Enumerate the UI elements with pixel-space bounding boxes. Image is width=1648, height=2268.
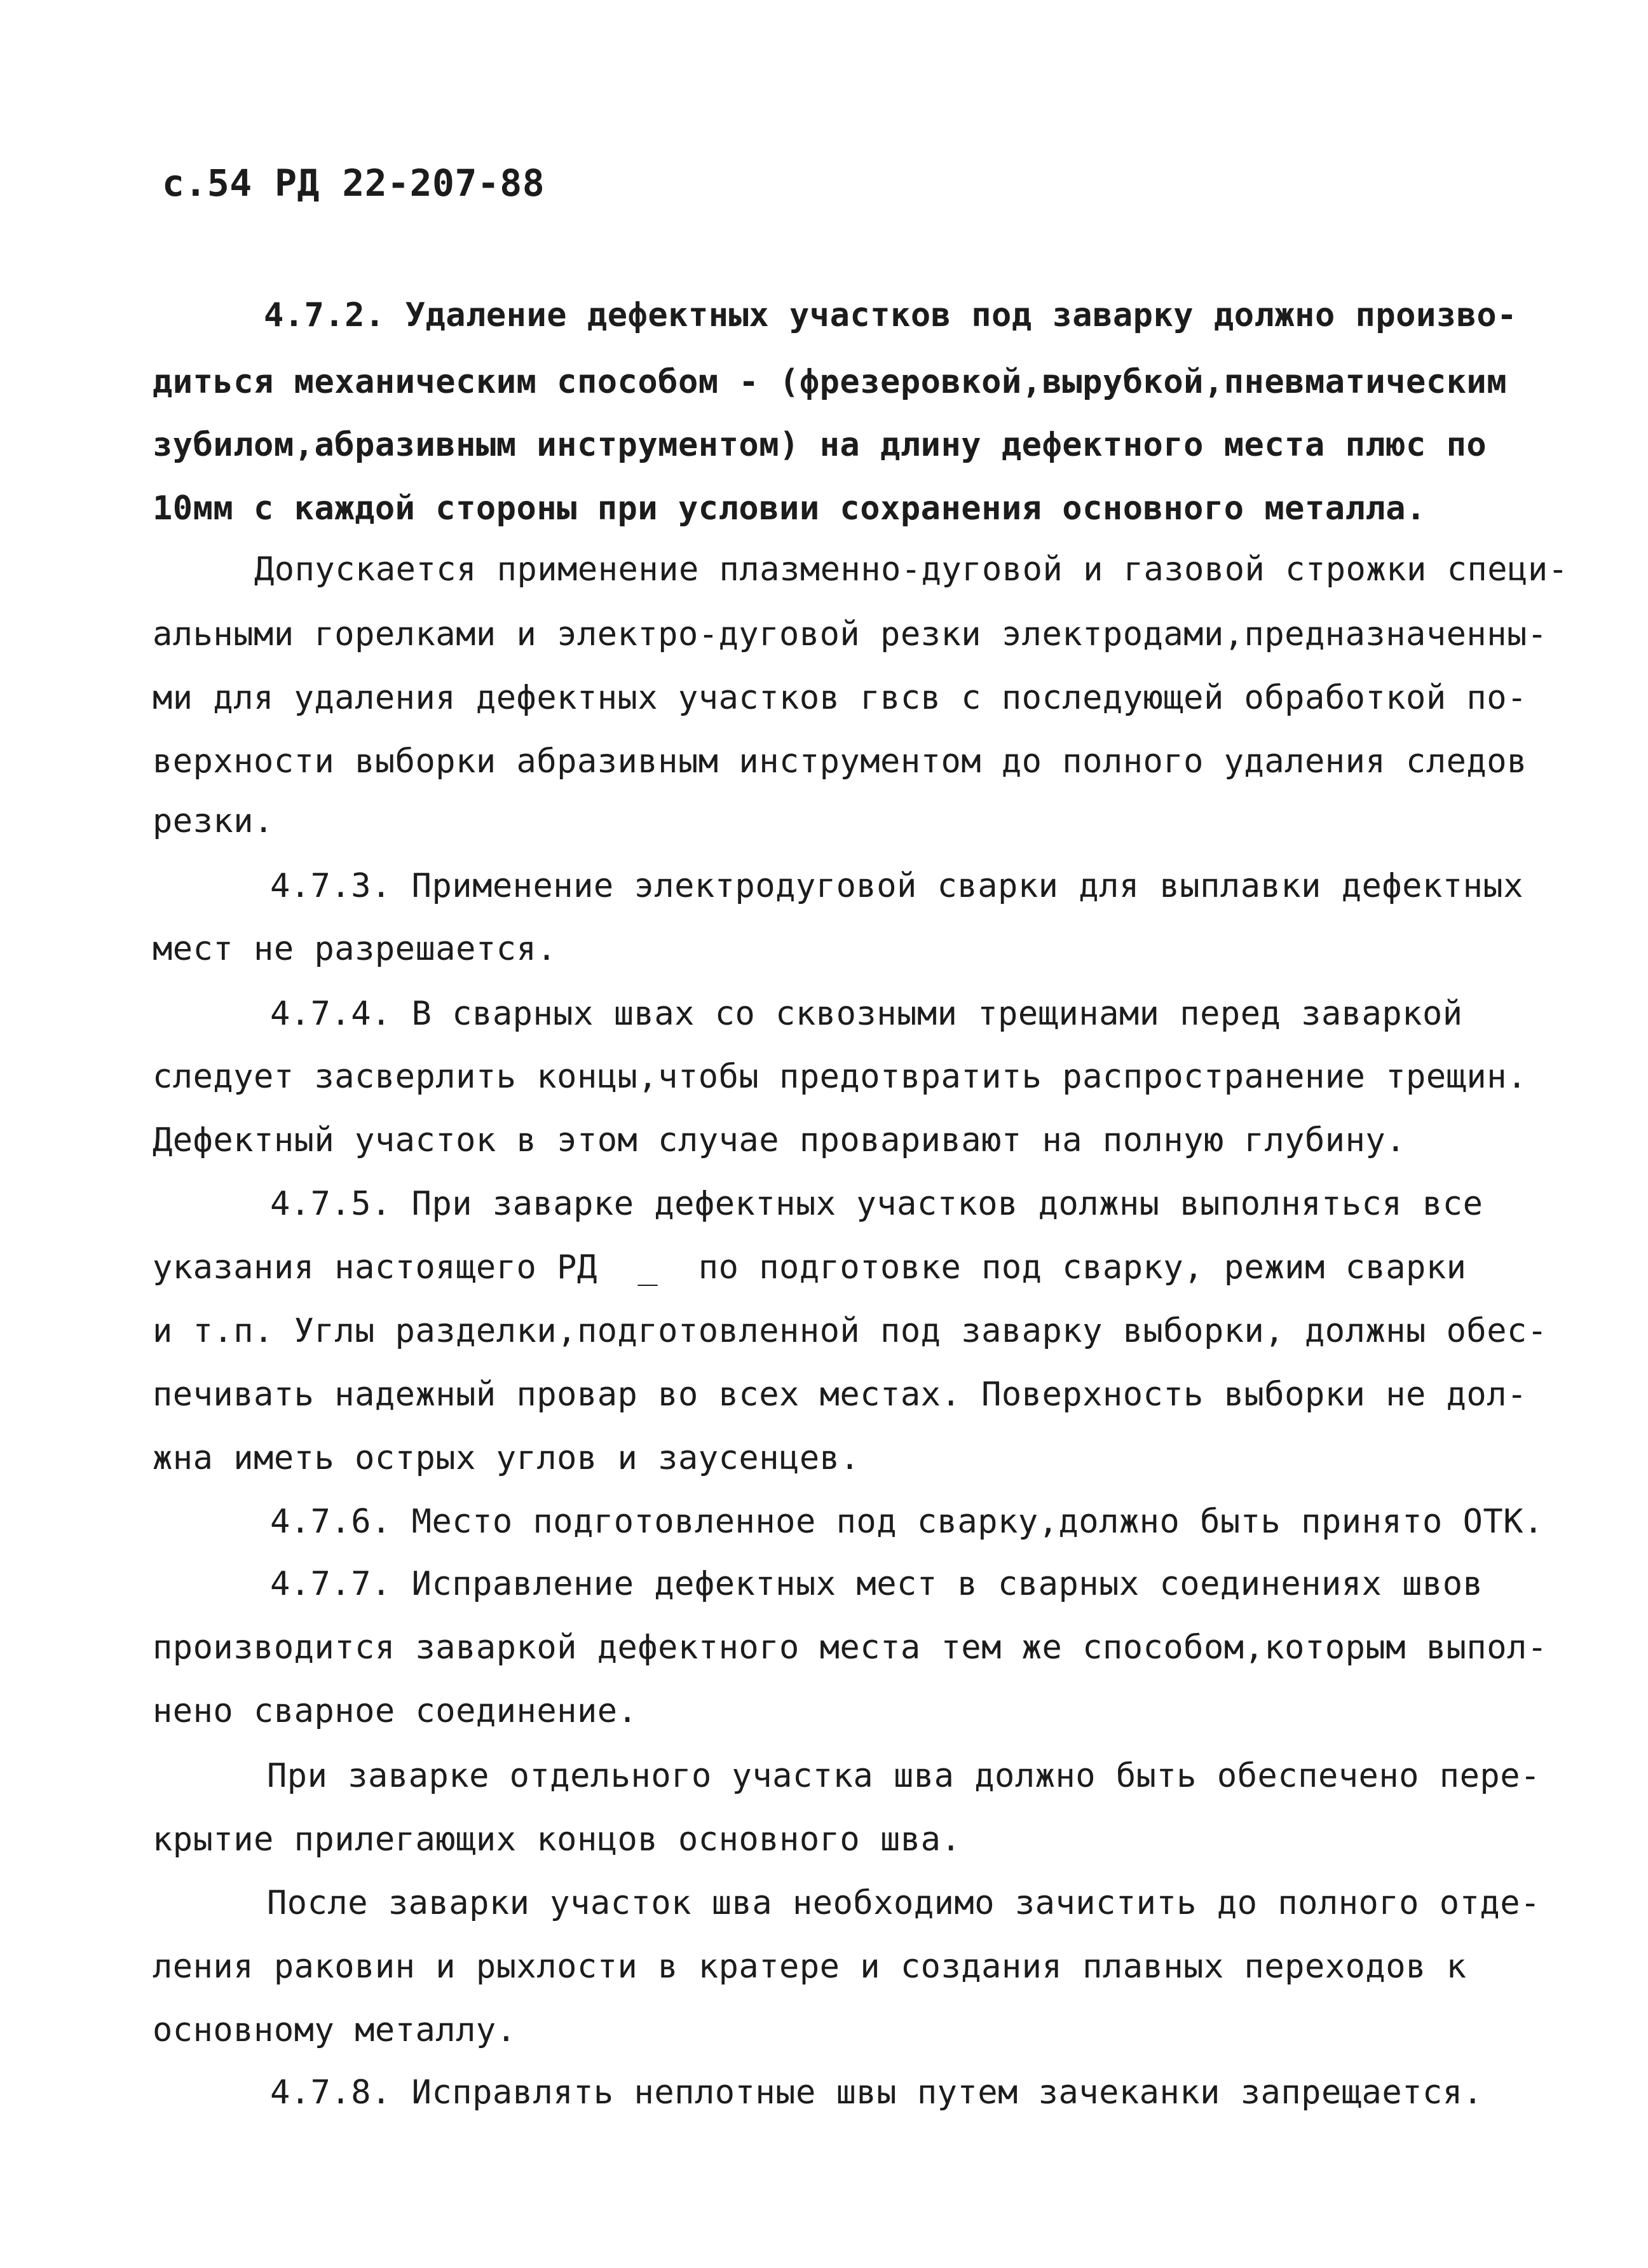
text-line: верхности выборки абразивным инструментом до полного удаления следов bbox=[153, 742, 1527, 781]
text-line: альными горелками и электро-дуговой резки электродами,предназначенны- bbox=[153, 615, 1548, 653]
text-line: производится заваркой дефектного места тем же способом,которым выпол- bbox=[153, 1629, 1548, 1667]
text-line: диться механическим способом - (фрезеровкой,вырубкой,пневматическим bbox=[153, 363, 1508, 401]
text-line: жна иметь острых углов и заусенцев. bbox=[153, 1439, 861, 1477]
text-line: печивать надежный провар во всех местах. Поверхность выборки не дол- bbox=[153, 1376, 1527, 1414]
text-line: зубилом,абразивным инструментом) на длину дефектного места плюс по bbox=[153, 426, 1487, 464]
text-line: После заварки участок шва необходимо зачистить до полного отде- bbox=[267, 1884, 1541, 1922]
text-line: Допускается применение плазменно-дуговой и газовой строжки специ- bbox=[254, 550, 1569, 589]
text-line: крытие прилегающих концов основного шва. bbox=[153, 1821, 962, 1859]
text-line: основному металлу. bbox=[153, 2011, 517, 2049]
text-line: При заварке отдельного участка шва должно быть обеспечено пере- bbox=[267, 1757, 1541, 1795]
page-header: с.54 РД 22-207-88 bbox=[162, 161, 545, 205]
text-line: ления раковин и рыхлости в кратере и создания плавных переходов к bbox=[153, 1948, 1467, 1986]
text-line: 4.7.6. Место подготовленное под сварку,должно быть принято ОТК. bbox=[270, 1503, 1544, 1541]
text-line: 4.7.2. Удаление дефектных участков под заварку должно произво- bbox=[264, 296, 1518, 334]
text-line: 10мм с каждой стороны при условии сохранения основного металла. bbox=[153, 489, 1426, 528]
text-line: и т.п. Углы разделки,подготовленной под заварку выборки, должны обес- bbox=[153, 1312, 1548, 1350]
text-line: 4.7.7. Исправление дефектных мест в сварных соединениях швов bbox=[270, 1565, 1483, 1603]
text-line: следует засверлить концы,чтобы предотвратить распространение трещин. bbox=[153, 1058, 1527, 1096]
text-line: 4.7.8. Исправлять неплотные швы путем зачеканки запрещается. bbox=[270, 2073, 1483, 2112]
text-line: указания настоящего РД _ по подготовке под сварку, режим сварки bbox=[153, 1248, 1467, 1287]
text-line: нено сварное соединение. bbox=[153, 1692, 638, 1730]
text-line: 4.7.3. Применение электродуговой сварки для выплавки дефектных bbox=[270, 867, 1524, 905]
text-line: мест не разрешается. bbox=[153, 930, 557, 968]
text-line: резки. bbox=[153, 802, 274, 840]
text-line: 4.7.4. В сварных швах со сквозными трещинами перед заваркой bbox=[270, 995, 1463, 1033]
text-line: ми для удаления дефектных участков гвсв с последующей обработкой по- bbox=[153, 679, 1527, 717]
text-line: 4.7.5. При заварке дефектных участков должны выполняться все bbox=[270, 1185, 1483, 1223]
text-line: Дефектный участок в этом случае проваривают на полную глубину. bbox=[153, 1121, 1406, 1159]
